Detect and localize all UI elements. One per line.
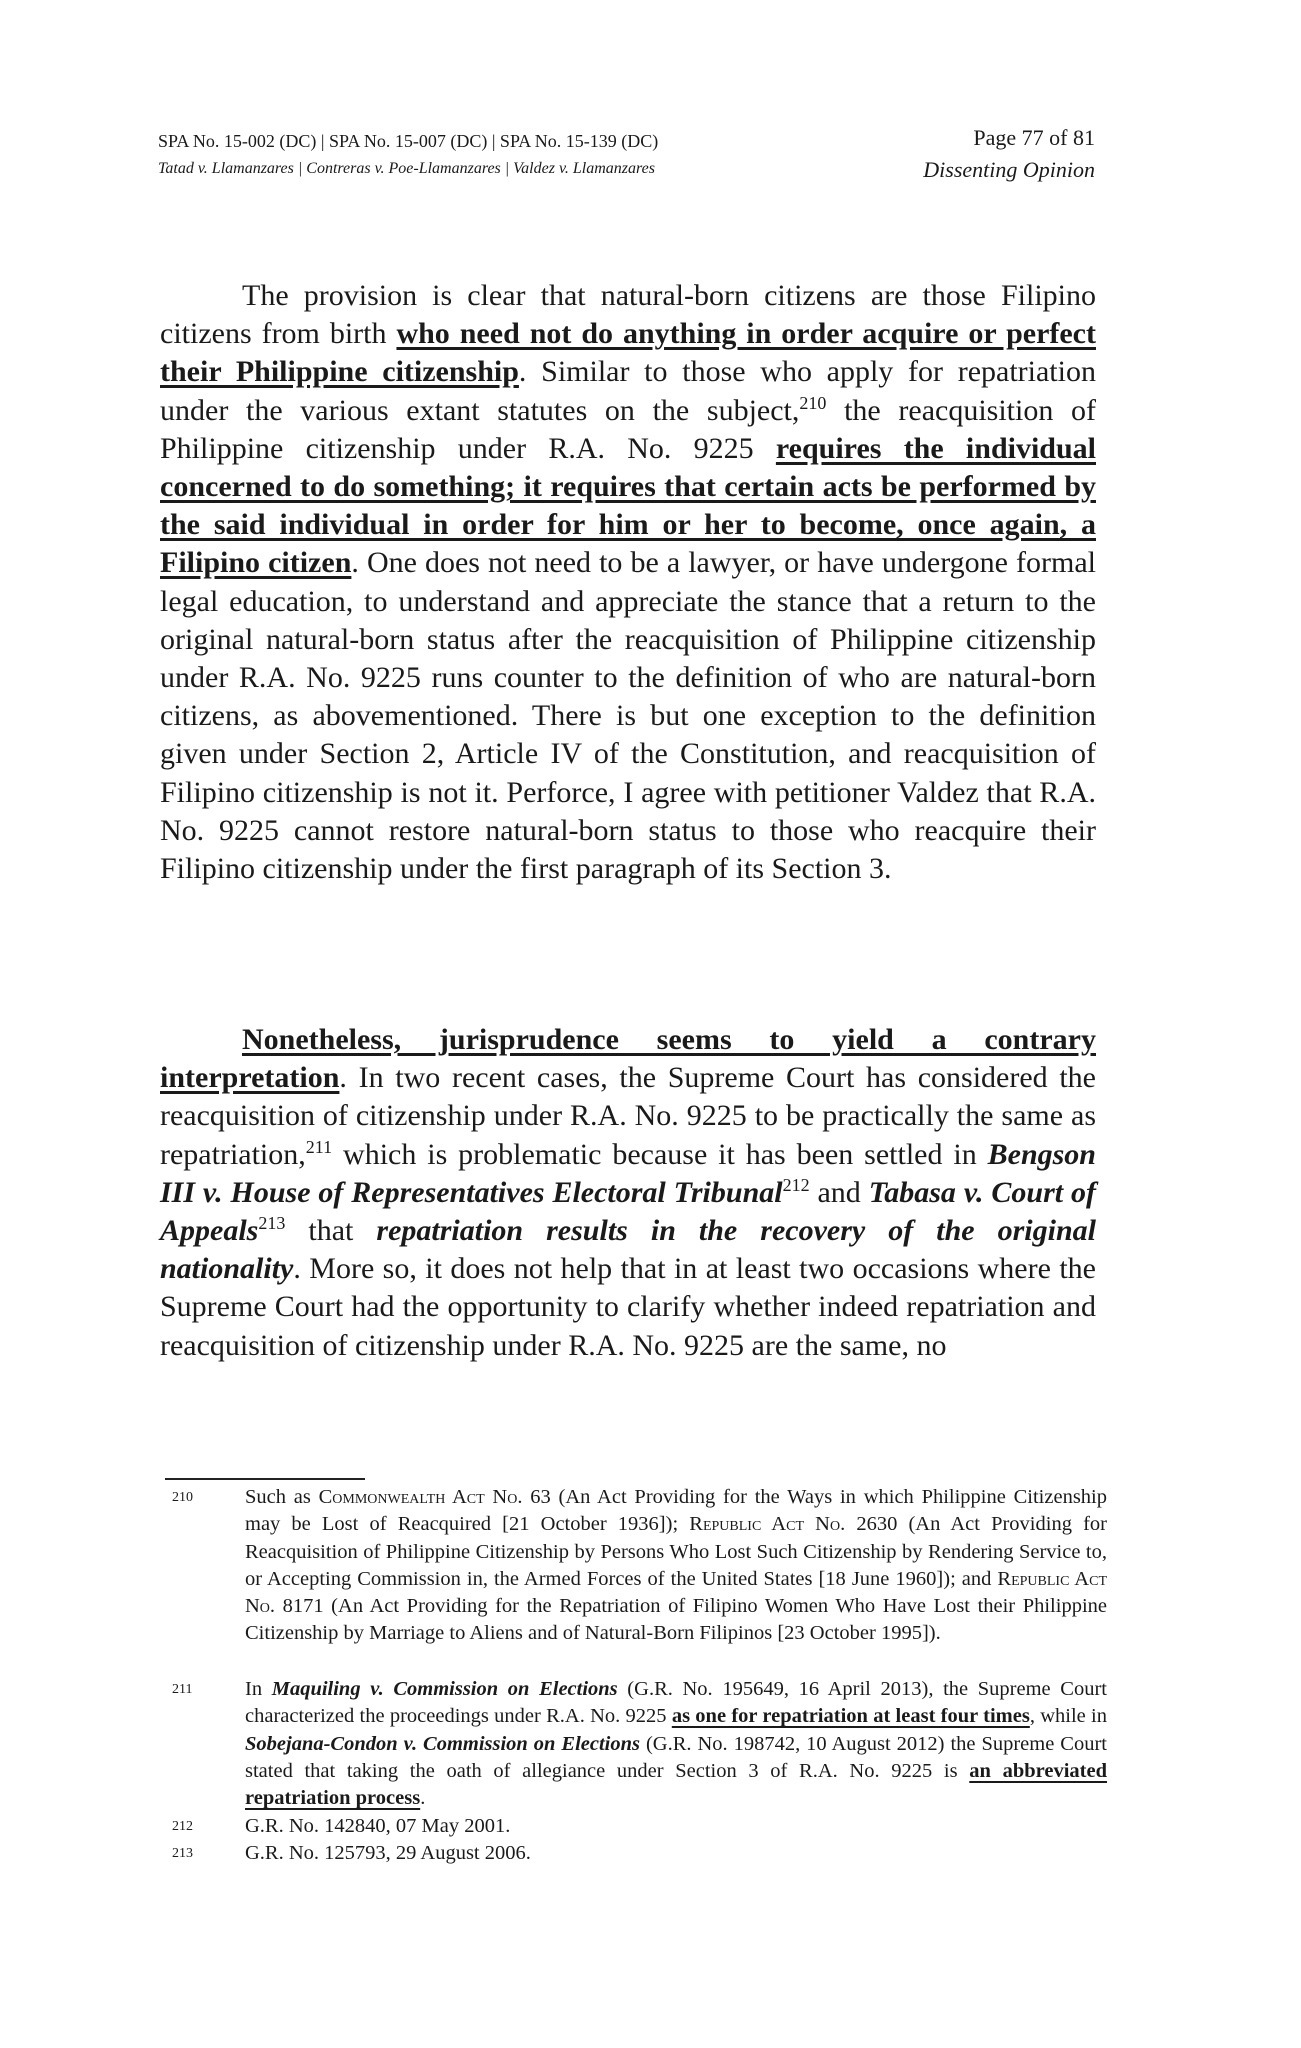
footnote-reference: 210 bbox=[799, 392, 827, 413]
footnote-reference: 212 bbox=[782, 1174, 810, 1195]
footnote-number: 211 bbox=[172, 1682, 193, 1697]
footnote-text bbox=[245, 1676, 1107, 1812]
footnote-number: 212 bbox=[172, 1819, 193, 1834]
text-run: Maquiling v. Commission on Elections bbox=[271, 1678, 618, 1700]
footnote-number: 213 bbox=[172, 1846, 193, 1861]
text-run: . bbox=[420, 1787, 426, 1810]
case-titles: Tatad v. Llamanzares | Contreras v. Poe-Llamanzares | Valdez v. Llamanzares bbox=[158, 160, 655, 177]
text-run: (G.R. No. 198742, 10 August 2012) the Supreme Court stated that taking the oath of allegiance under Section 3 of R.A. No. 9225 is bbox=[245, 1732, 1107, 1782]
text-run: G.R. No. 142840, 07 May 2001. bbox=[245, 1815, 511, 1837]
case-numbers: SPA No. 15-002 (DC) | SPA No. 15-007 (DC) | SPA No. 15-139 (DC) bbox=[158, 131, 659, 151]
text-run: Commonwealth Act No bbox=[318, 1486, 518, 1508]
text-run: Republic Act No bbox=[245, 1567, 1107, 1618]
page-number: Page 77 of 81 bbox=[973, 125, 1095, 150]
text-run: who need not do anything in order acquire or perfect their Philippine citizenship bbox=[160, 317, 1096, 389]
footnote-212 bbox=[172, 1813, 1107, 1840]
footnote-210 bbox=[172, 1484, 1107, 1648]
header-case-info bbox=[158, 128, 658, 182]
text-run: Such as bbox=[245, 1486, 319, 1508]
header-page-info bbox=[923, 122, 1095, 186]
text-run: . 63 (An Act Providing for the Ways in which Philippine Citizenship may be Lost of Reacquired [21 October 1936]); bbox=[245, 1486, 1108, 1536]
text-run: Tabasa v. Court of Appeals bbox=[160, 1175, 1096, 1248]
text-run: . 2630 (An Act Providing for Reacquisition of Philippine Citizenship by Persons Who Lost Such Citizenship by Rendering Service to, or Accepting Commission in, the Armed Forces of the United States [18 June 1960]); and bbox=[245, 1513, 1107, 1590]
body-paragraph-2 bbox=[160, 1021, 1096, 1365]
text-run: requires the individual concerned to do something; it requires that certain acts be performed by the said individual in order for him or her to become, once again, a Filipino citizen bbox=[160, 431, 1096, 580]
text-run: G.R. No. 125793, 29 August 2006. bbox=[245, 1842, 531, 1864]
footnote-reference: 213 bbox=[258, 1213, 286, 1234]
text-run: and bbox=[809, 1175, 869, 1209]
text-run: Sobejana-Condon v. Commission on Elections bbox=[245, 1732, 640, 1755]
text-run: In bbox=[245, 1678, 272, 1700]
footnote-separator bbox=[165, 1478, 365, 1480]
text-run: . 8171 (An Act Providing for the Repatriation of Filipino Women Who Have Lost their Philippine Citizenship by Marriage to Aliens and of Natural-Born Filipinos [23 October 1995]). bbox=[245, 1595, 1107, 1645]
footnote-211 bbox=[172, 1676, 1107, 1812]
text-run: . Similar to those who apply for repatriation under the various extant statutes on the subject, bbox=[160, 355, 1096, 427]
footnote-number: 210 bbox=[172, 1490, 193, 1505]
text-run: Republic Act No bbox=[689, 1513, 841, 1536]
footnote-text bbox=[245, 1840, 1107, 1867]
text-run: that bbox=[285, 1214, 377, 1248]
text-run: . More so, it does not help that in at least two occasions where the Supreme Court had the opportunity to clarify whether indeed repatriation and reacquisition of citizenship under R.A. No. 9225 are the same, no bbox=[160, 1252, 1096, 1362]
text-run: which is problematic because it has been settled in bbox=[332, 1137, 988, 1171]
text-run: (G.R. No. 195649, 16 April 2013), the Supreme Court characterized the proceedings under R.A. No. 9225 bbox=[245, 1678, 1107, 1728]
text-run: The provision is clear that natural-born citizens are those Filipino citizens from birth bbox=[160, 279, 1096, 351]
text-run: , while in bbox=[1029, 1705, 1107, 1728]
text-run: as one for repatriation at least four times bbox=[671, 1705, 1030, 1728]
text-run: Bengson III v. House of Representatives Electoral Tribunal bbox=[160, 1137, 1096, 1209]
text-run: the reacquisition of Philippine citizenship under R.A. No. 9225 bbox=[160, 393, 1096, 465]
text-run: . One does not need to be a lawyer, or have undergone formal legal education, to understand and appreciate the stance that a return to the original natural-born status after the reacquisition of Philippine citizenship under R.A. No. 9225 runs counter to the definition of who are natural-born citizens, as abovementioned. There is but one exception to the definition given under Section 2, Article IV of the Constitution, and reacquisition of Filipino citizenship is not it. Perforce, I agree with petitioner Valdez that R.A. No. 9225 cannot restore natural-born status to those who reacquire their Filipino citizenship under the first paragraph of its Section 3. bbox=[160, 546, 1096, 886]
text-run: repatriation results in the recovery of the original nationality bbox=[160, 1214, 1096, 1286]
footnote-text bbox=[245, 1484, 1107, 1648]
text-run: Nonetheless, jurisprudence seems to yield a contrary interpretation bbox=[160, 1023, 1096, 1095]
footnote-reference: 211 bbox=[305, 1136, 333, 1157]
text-run: . In two recent cases, the Supreme Court has considered the reacquisition of citizenship under R.A. No. 9225 to be practically the same as repatriation, bbox=[160, 1061, 1096, 1171]
footnote-text bbox=[245, 1813, 1107, 1840]
opinion-type: Dissenting Opinion bbox=[923, 157, 1095, 182]
footnote-213 bbox=[172, 1840, 1107, 1867]
body-paragraph-1 bbox=[160, 277, 1096, 888]
text-run: an abbreviated repatriation process bbox=[245, 1759, 1107, 1810]
